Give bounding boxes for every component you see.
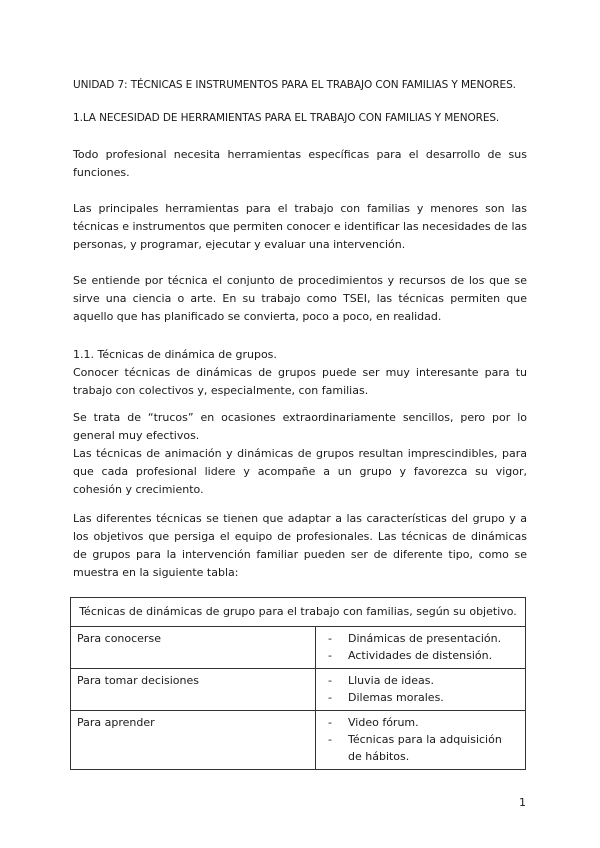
objective-cell: Para conocerse [71, 627, 316, 669]
techniques-table [70, 597, 526, 770]
techniques-cell [316, 711, 526, 770]
paragraph: Se trata de “trucos” en ocasiones extraordinariamente sencillos, pero por lo general muy efectivos. [73, 411, 527, 442]
list-item: - Video fórum. [322, 714, 519, 731]
document-title: UNIDAD 7: TÉCNICAS E INSTRUMENTOS PARA EL TRABAJO CON FAMILIAS Y MENORES. [73, 79, 516, 91]
techniques-list [322, 672, 519, 706]
table-caption: Técnicas de dinámicas de grupo para el trabajo con familias, según su objetivo. [71, 598, 526, 627]
table-row [71, 669, 526, 711]
subsection-heading: 1.1. Técnicas de dinámica de grupos. [73, 348, 277, 361]
list-item: - Actividades de distensión. [322, 647, 519, 664]
table-row [71, 627, 526, 669]
techniques-cell [316, 627, 526, 669]
paragraph: Todo profesional necesita herramientas específicas para el desarrollo de sus funciones. [73, 148, 527, 179]
paragraph: Conocer técnicas de dinámicas de grupos puede ser muy interesante para tu trabajo con colectivos y, especialmente, con familias. [73, 366, 527, 397]
list-item: - Dinámicas de presentación. [322, 630, 519, 647]
list-item: - Técnicas para la adquisición de hábitos. [322, 731, 519, 765]
techniques-cell [316, 669, 526, 711]
objective-cell: Para aprender [71, 711, 316, 770]
list-item: - Lluvia de ideas. [322, 672, 519, 689]
section-heading: 1.LA NECESIDAD DE HERRAMIENTAS PARA EL TRABAJO CON FAMILIAS Y MENORES. [73, 112, 500, 124]
objective-cell: Para tomar decisiones [71, 669, 316, 711]
table-row [71, 711, 526, 770]
paragraph: Las principales herramientas para el trabajo con familias y menores son las técnicas e instrumentos que permiten conocer e identificar las necesidades de las personas, y programar, ejecutar y evaluar una intervención. [73, 202, 527, 251]
list-item: - Dilemas morales. [322, 689, 519, 706]
techniques-list [322, 714, 519, 765]
techniques-list [322, 630, 519, 664]
paragraph: Las técnicas de animación y dinámicas de grupos resultan imprescindibles, para que cada profesional lidere y acompañe a un grupo y favorezca su vigor, cohesión y crecimiento. [73, 447, 527, 496]
paragraph: Las diferentes técnicas se tienen que adaptar a las características del grupo y a los objetivos que persiga el equipo de profesionales. Las técnicas de dinámicas de grupos para la intervención familiar pueden ser de diferente tipo, como se muestra en la siguiente tabla: [73, 512, 527, 579]
paragraph: Se entiende por técnica el conjunto de procedimientos y recursos de los que se sirve una ciencia o arte. En su trabajo como TSEI, las técnicas permiten que aquello que has planificado se convierta, poco a poco, en realidad. [73, 274, 527, 323]
table-caption-row [71, 598, 526, 627]
page-number: 1 [519, 796, 526, 809]
